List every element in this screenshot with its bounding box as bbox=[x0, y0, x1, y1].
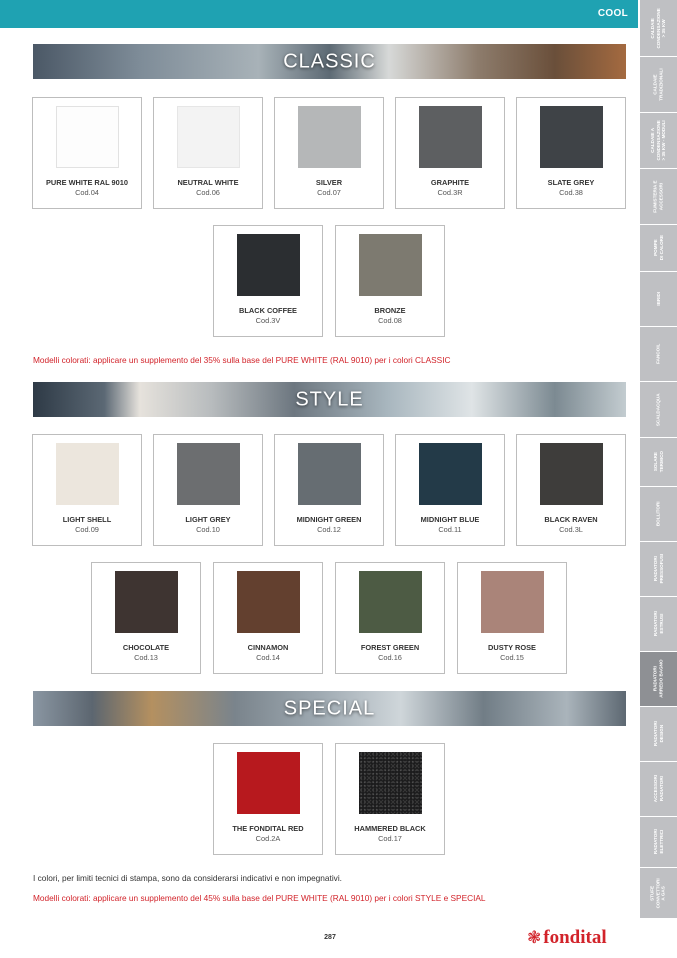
side-tab-radiatori-elettrici[interactable]: RADIATORI ELETTRICI bbox=[640, 817, 677, 867]
color-chip bbox=[419, 443, 482, 505]
swatch-neutral-white[interactable] bbox=[153, 97, 263, 209]
color-chip bbox=[177, 106, 240, 168]
swatch-code: Cod.16 bbox=[378, 653, 402, 662]
header-bar bbox=[0, 0, 638, 28]
swatch-code: Cod.12 bbox=[317, 525, 341, 534]
swatch-cinnamon[interactable] bbox=[213, 562, 323, 674]
side-tab-solare-termico[interactable]: SOLARE TERMICO bbox=[640, 438, 677, 486]
side-tab-ibridi[interactable]: IBRIDI bbox=[640, 272, 677, 326]
swatch-slate-grey[interactable] bbox=[516, 97, 626, 209]
swatch-name: PURE WHITE RAL 9010 bbox=[45, 178, 128, 187]
brand-wordmark: fondital bbox=[543, 926, 607, 948]
color-chip bbox=[540, 443, 603, 505]
swatch-code: Cod.17 bbox=[378, 834, 402, 843]
swatch-name: BLACK COFFEE bbox=[239, 306, 297, 315]
swatch-code: Cod.15 bbox=[500, 653, 524, 662]
swatch-code: Cod.10 bbox=[196, 525, 220, 534]
color-chip bbox=[177, 443, 240, 505]
swatch-name: MIDNIGHT BLUE bbox=[420, 515, 480, 524]
swatch-code: Cod.04 bbox=[75, 188, 99, 197]
style-title: STYLE bbox=[295, 388, 364, 410]
side-tab-caldaie-tradizionali[interactable]: CALDAIE TRADIZIONALI bbox=[640, 57, 677, 112]
page-number: 287 bbox=[324, 934, 336, 941]
swatch-pure-white[interactable] bbox=[32, 97, 142, 209]
swatch-name: NEUTRAL WHITE bbox=[177, 178, 239, 187]
color-chip bbox=[359, 571, 422, 633]
section-label: COOL bbox=[597, 8, 628, 19]
swatch-name: GRAPHITE bbox=[430, 178, 470, 187]
side-tab-radiatori-arredo-bagno[interactable]: RADIATORI ARREDO BAGNO bbox=[640, 652, 677, 706]
swatch-bronze[interactable] bbox=[335, 225, 445, 337]
swatch-midnight-blue[interactable] bbox=[395, 434, 505, 546]
color-chip bbox=[237, 752, 300, 814]
swatch-name: DUSTY ROSE bbox=[488, 643, 536, 652]
side-tab-strip bbox=[640, 0, 677, 918]
color-chip bbox=[481, 571, 544, 633]
side-tab-bollitori[interactable]: BOLLITORI bbox=[640, 487, 677, 541]
color-chip bbox=[237, 234, 300, 296]
swatch-code: Cod.08 bbox=[378, 316, 402, 325]
swatch-midnight-green[interactable] bbox=[274, 434, 384, 546]
swatch-light-grey[interactable] bbox=[153, 434, 263, 546]
swatch-name: HAMMERED BLACK bbox=[354, 824, 426, 833]
swatch-code: Cod.38 bbox=[559, 188, 583, 197]
color-chip bbox=[540, 106, 603, 168]
swatch-code: Cod.07 bbox=[317, 188, 341, 197]
swatch-name: CINNAMON bbox=[247, 643, 289, 652]
swatch-name: BRONZE bbox=[374, 306, 406, 315]
swatch-name: CHOCOLATE bbox=[122, 643, 170, 652]
swatch-fondital-red[interactable] bbox=[213, 743, 323, 855]
swatch-code: Cod.3V bbox=[255, 316, 281, 325]
swatch-name: THE FONDITAL RED bbox=[232, 824, 304, 833]
color-chip bbox=[298, 443, 361, 505]
swatch-code: Cod.3R bbox=[437, 188, 463, 197]
color-chip bbox=[115, 571, 178, 633]
flower-icon: ❃ bbox=[527, 927, 542, 947]
swatch-light-shell[interactable] bbox=[32, 434, 142, 546]
special-title: SPECIAL bbox=[283, 697, 376, 719]
classic-title: CLASSIC bbox=[283, 50, 376, 72]
color-chip bbox=[56, 443, 119, 505]
swatch-forest-green[interactable] bbox=[335, 562, 445, 674]
side-tab-stufe-convettori[interactable]: STUFE CONVETTORI A GAS bbox=[640, 868, 677, 918]
swatch-code: Cod.09 bbox=[75, 525, 99, 534]
color-chip bbox=[359, 752, 422, 814]
swatch-name: BLACK RAVEN bbox=[544, 515, 598, 524]
swatch-code: Cod.14 bbox=[256, 653, 280, 662]
side-tab-radiatori-estrusi[interactable]: RADIATORI ESTRUSI bbox=[640, 597, 677, 651]
swatch-code: Cod.3L bbox=[559, 525, 583, 534]
side-tab-fumisteria[interactable]: FUMISTERIA E ACCESSORI bbox=[640, 169, 677, 224]
swatch-silver[interactable] bbox=[274, 97, 384, 209]
swatch-graphite[interactable] bbox=[395, 97, 505, 209]
swatch-dusty-rose[interactable] bbox=[457, 562, 567, 674]
swatch-name: MIDNIGHT GREEN bbox=[296, 515, 362, 524]
style-special-supplement-note: Modelli colorati: applicare un supplemento del 45% sulla base del PURE WHITE (RAL 9010) per i colori STYLE e SPECIAL bbox=[33, 893, 486, 903]
side-tab-pompe-di-calore[interactable]: POMPE DI CALORE bbox=[640, 225, 677, 271]
swatch-chocolate[interactable] bbox=[91, 562, 201, 674]
color-chip bbox=[298, 106, 361, 168]
style-banner bbox=[33, 382, 626, 417]
swatch-black-raven[interactable] bbox=[516, 434, 626, 546]
side-tab-radiatori-pressofusi[interactable]: RADIATORI PRESSOFUSI bbox=[640, 542, 677, 596]
special-banner bbox=[33, 691, 626, 726]
swatch-code: Cod.11 bbox=[438, 525, 462, 534]
swatch-name: LIGHT SHELL bbox=[62, 515, 112, 524]
swatch-code: Cod.2A bbox=[255, 834, 281, 843]
swatch-name: SILVER bbox=[315, 178, 343, 187]
print-disclaimer: I colori, per limiti tecnici di stampa, sono da considerarsi indicativi e non impegnativi. bbox=[33, 873, 342, 883]
classic-supplement-note: Modelli colorati: applicare un supplemento del 35% sulla base del PURE WHITE (RAL 9010) per i colori CLASSIC bbox=[33, 355, 451, 365]
side-tab-radiatori-design[interactable]: RADIATORI DESIGN bbox=[640, 707, 677, 761]
swatch-black-coffee[interactable] bbox=[213, 225, 323, 337]
fondital-logo bbox=[527, 926, 627, 948]
swatch-code: Cod.06 bbox=[196, 188, 220, 197]
color-chip bbox=[419, 106, 482, 168]
swatch-name: FOREST GREEN bbox=[360, 643, 420, 652]
color-chip bbox=[237, 571, 300, 633]
classic-banner bbox=[33, 44, 626, 79]
side-tab-scaldacqua[interactable]: SCALDACQUA bbox=[640, 382, 677, 437]
swatch-code: Cod.13 bbox=[134, 653, 158, 662]
swatch-name: LIGHT GREY bbox=[185, 515, 231, 524]
color-chip bbox=[359, 234, 422, 296]
side-tab-fancoil[interactable]: FANCOIL bbox=[640, 327, 677, 381]
side-tab-caldaie-moduli[interactable]: CALDAIE A CONDENSAZIONE > 35 KW - MODULI bbox=[640, 113, 677, 168]
color-chip bbox=[56, 106, 119, 168]
side-tab-caldaie-condensazione[interactable]: CALDAIE CONDENSAZIONE > 35 KW bbox=[640, 0, 677, 56]
swatch-name: SLATE GREY bbox=[547, 178, 595, 187]
swatch-hammered-black[interactable] bbox=[335, 743, 445, 855]
side-tab-accessori-radiatori[interactable]: ACCESSORI RADIATORI bbox=[640, 762, 677, 816]
